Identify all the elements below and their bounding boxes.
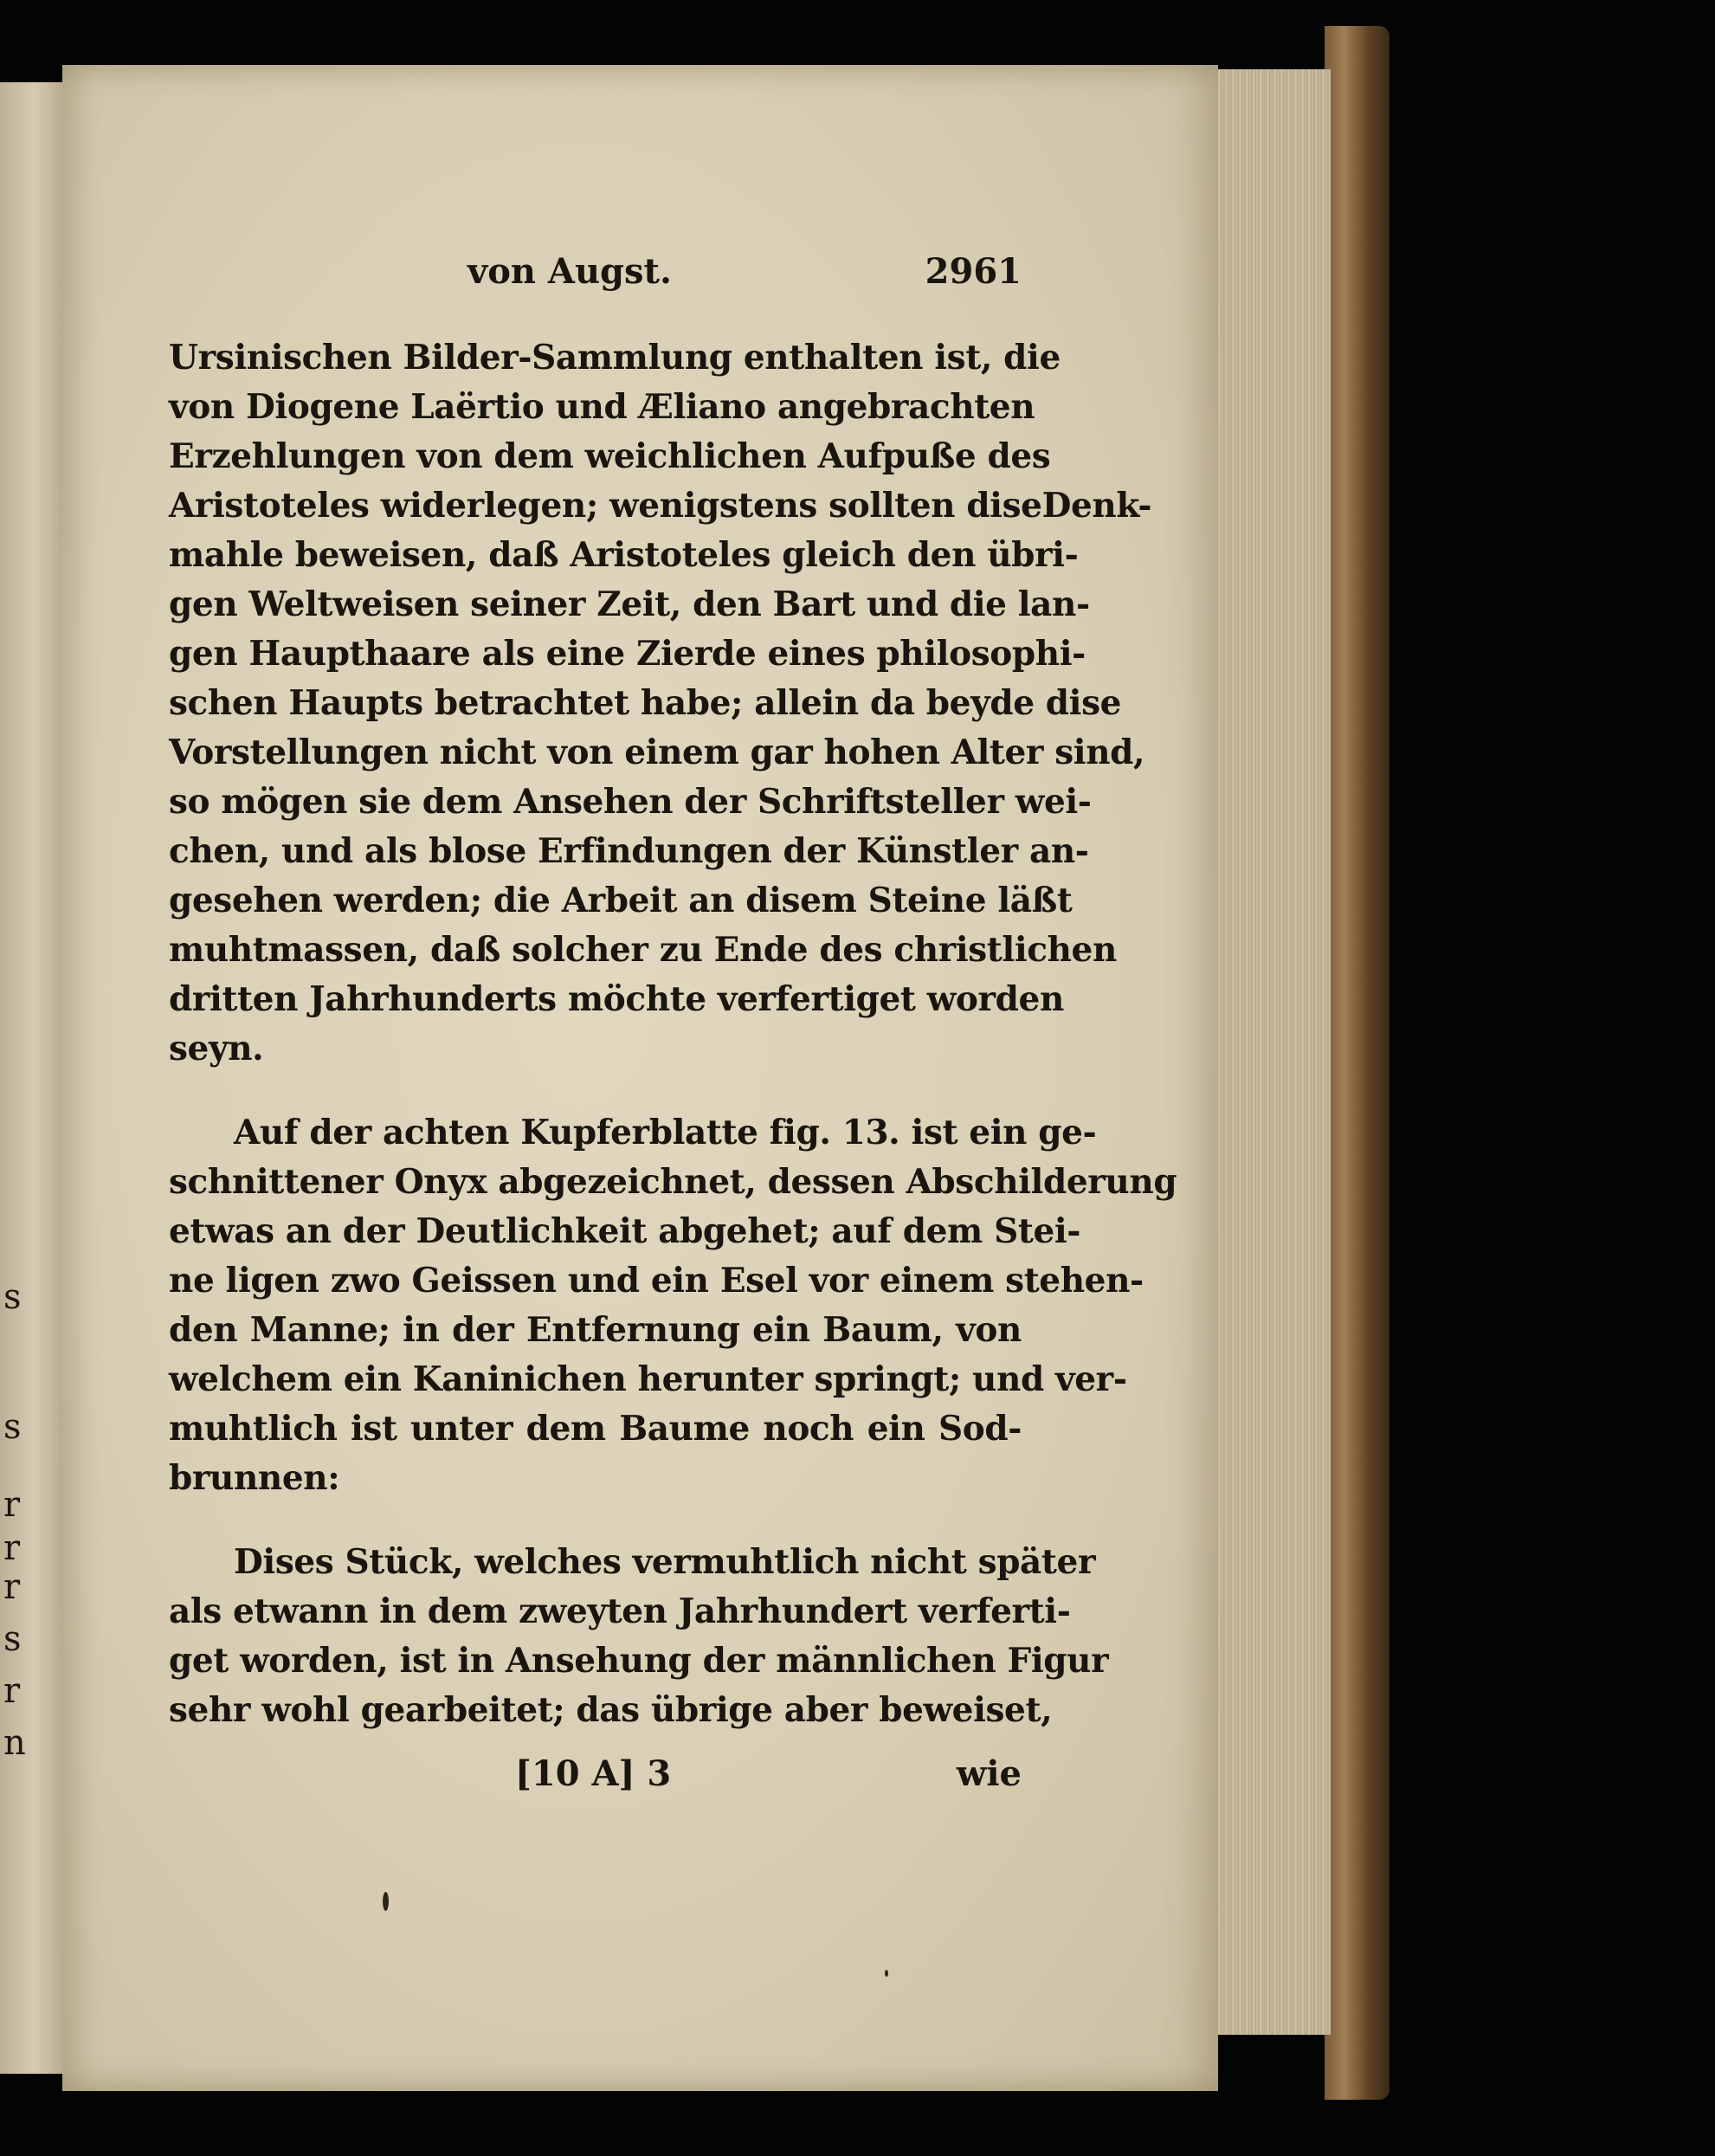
text-line: Auf der achten Kupferblatte fig. 13. ist ein ge- — [234, 1113, 1097, 1152]
text-line: den Manne; in der Entfernung ein Baum, von — [169, 1310, 1022, 1350]
left-page-glyph: r — [3, 1485, 21, 1525]
text-line: Ursinischen Bilder-Sammlung enthalten ist, die — [169, 338, 1061, 378]
text-line: sehr wohl gearbeitet; das übrige aber beweiset, — [169, 1690, 1053, 1730]
left-page-glyph: r — [3, 1567, 21, 1607]
ink-speck — [885, 1970, 888, 1977]
book-cover-edge — [1325, 26, 1389, 2100]
text-line: als etwann in dem zweyten Jahrhundert verferti- — [169, 1591, 1071, 1631]
text-line: chen, und als blose Erfindungen der Künstler an- — [169, 831, 1089, 871]
page-number: 2961 — [925, 251, 1022, 292]
text-line: gesehen werden; die Arbeit an disem Steine läßt — [169, 881, 1073, 920]
text-line: gen Haupthaare als eine Zierde eines philosophi- — [169, 634, 1086, 674]
text-line: seyn. — [169, 1029, 264, 1068]
left-page-glyph: s — [3, 1407, 22, 1447]
text-line: gen Weltweisen seiner Zeit, den Bart und die lan- — [169, 584, 1090, 624]
text-line: so mögen sie dem Ansehen der Schriftsteller wei- — [169, 782, 1092, 822]
ink-speck — [383, 1892, 389, 1911]
text-line: Vorstellungen nicht von einem gar hohen Alter sind, — [169, 733, 1145, 772]
left-page-glyph: n — [3, 1723, 26, 1763]
text-line: muhtlich ist unter dem Baume noch ein Sod- — [169, 1409, 1022, 1449]
text-line: muhtmassen, daß solcher zu Ende des christlichen — [169, 930, 1117, 970]
text-line: welchem ein Kaninichen herunter springt; und ver- — [169, 1359, 1127, 1399]
running-header — [169, 251, 1022, 300]
text-line: dritten Jahrhunderts möchte verfertiget worden — [169, 979, 1064, 1019]
text-line: schen Haupts betrachtet habe; allein da beyde dise — [169, 683, 1122, 723]
text-line: brunnen: — [169, 1458, 340, 1498]
paragraph — [169, 1538, 1109, 1735]
left-page-fragment — [0, 82, 65, 2074]
signature-mark: [10 A] 3 — [515, 1753, 672, 1794]
text-line: Erzehlungen von dem weichlichen Aufpuße des — [169, 436, 1051, 476]
left-page-glyph: r — [3, 1671, 21, 1711]
text-line: get worden, ist in Ansehung der männlichen Figur — [169, 1641, 1109, 1681]
running-head: von Augst. — [467, 251, 672, 292]
text-line: etwas an der Deutlichkeit abgehet; auf dem Stei- — [169, 1211, 1081, 1251]
catchword: wie — [956, 1753, 1022, 1794]
text-line: Dises Stück, welches vermuhtlich nicht später — [234, 1542, 1096, 1582]
text-line: von Diogene Laërtio und Æliano angebrachten — [169, 387, 1035, 427]
text-line: ne ligen zwo Geissen und ein Esel vor einem stehen- — [169, 1261, 1144, 1301]
page-stack-edge — [1199, 69, 1331, 2035]
paragraph-gap — [169, 1074, 1022, 1108]
paragraph — [169, 1108, 1177, 1503]
left-page-glyph: s — [3, 1619, 22, 1659]
paragraph — [169, 333, 1152, 1074]
text-line: mahle beweisen, daß Aristoteles gleich den übri- — [169, 535, 1079, 575]
text-line: Aristoteles widerlegen; wenigstens sollten diseDenk- — [169, 486, 1152, 526]
left-page-glyph: r — [3, 1528, 21, 1568]
text-line: schnittener Onyx abgezeichnet, dessen Abschilderung — [169, 1162, 1177, 1202]
page-footer — [169, 1753, 1022, 1805]
body-text — [169, 333, 1177, 1735]
paragraph-gap — [169, 1503, 1022, 1538]
left-page-glyph: s — [3, 1277, 22, 1317]
